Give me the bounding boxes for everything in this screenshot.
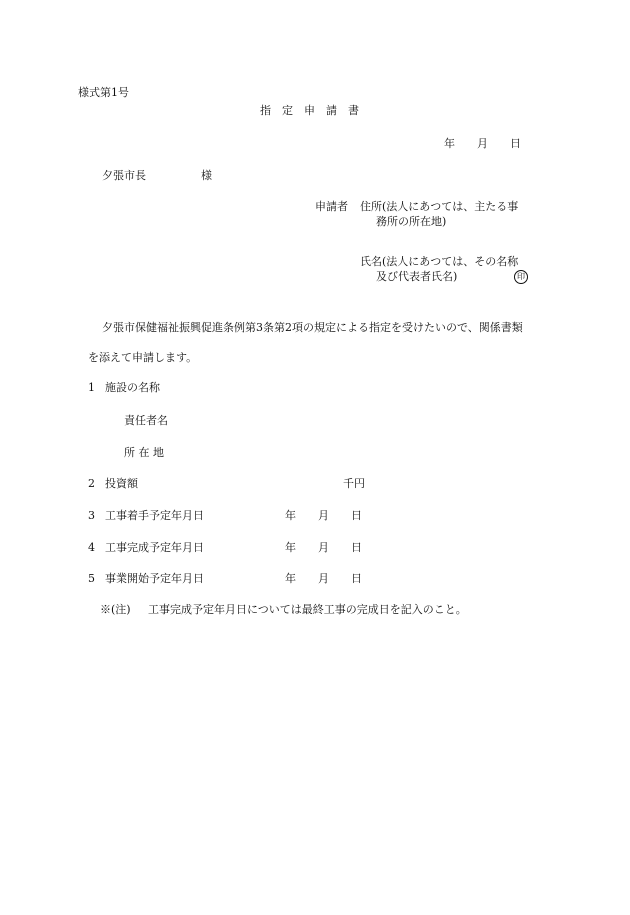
business-start-label: 事業開始予定年月日 <box>105 572 204 585</box>
item-number: 3 <box>88 509 95 522</box>
applicant-name-label-cont: 及び代表者氏名) <box>376 270 458 283</box>
facility-name-label: 施設の名称 <box>105 381 160 394</box>
construction-completion-date: 年 月 日 <box>285 541 362 554</box>
business-start-date: 年 月 日 <box>285 572 362 585</box>
note-text: 工事完成予定年月日については最終工事の完成日を記入のこと。 <box>148 603 467 616</box>
form-number: 様式第1号 <box>78 86 129 99</box>
applicant-address-label: 住所(法人にあつては、主たる事 <box>360 200 519 213</box>
applicant-address-label-cont: 務所の所在地) <box>376 215 447 228</box>
form-title: 指 定 申 請 書 <box>260 104 359 117</box>
item-number: 1 <box>88 381 95 394</box>
note-prefix: ※(注) <box>100 603 131 616</box>
construction-start-label: 工事着手予定年月日 <box>105 509 204 522</box>
applicant-label: 申請者 <box>315 200 348 213</box>
item-number: 2 <box>88 477 95 490</box>
location-label: 所 在 地 <box>124 446 164 459</box>
body-text-line1: 夕張市保健福祉振興促進条例第3条第2項の規定による指定を受けたいので、関係書類 <box>102 321 523 334</box>
seal-mark: 印 <box>514 270 528 284</box>
submission-date: 年 月 日 <box>444 137 521 150</box>
investment-unit: 千円 <box>343 477 365 490</box>
item-number: 5 <box>88 572 95 585</box>
construction-completion-label: 工事完成予定年月日 <box>105 541 204 554</box>
item-number: 4 <box>88 541 95 554</box>
investment-label: 投資額 <box>105 477 138 490</box>
applicant-name-label: 氏名(法人にあつては、その名称 <box>360 255 519 268</box>
manager-name-label: 責任者名 <box>124 414 168 427</box>
construction-start-date: 年 月 日 <box>285 509 362 522</box>
addressee: 夕張市長 様 <box>102 169 212 182</box>
body-text-line2: を添えて申請します。 <box>88 351 198 364</box>
